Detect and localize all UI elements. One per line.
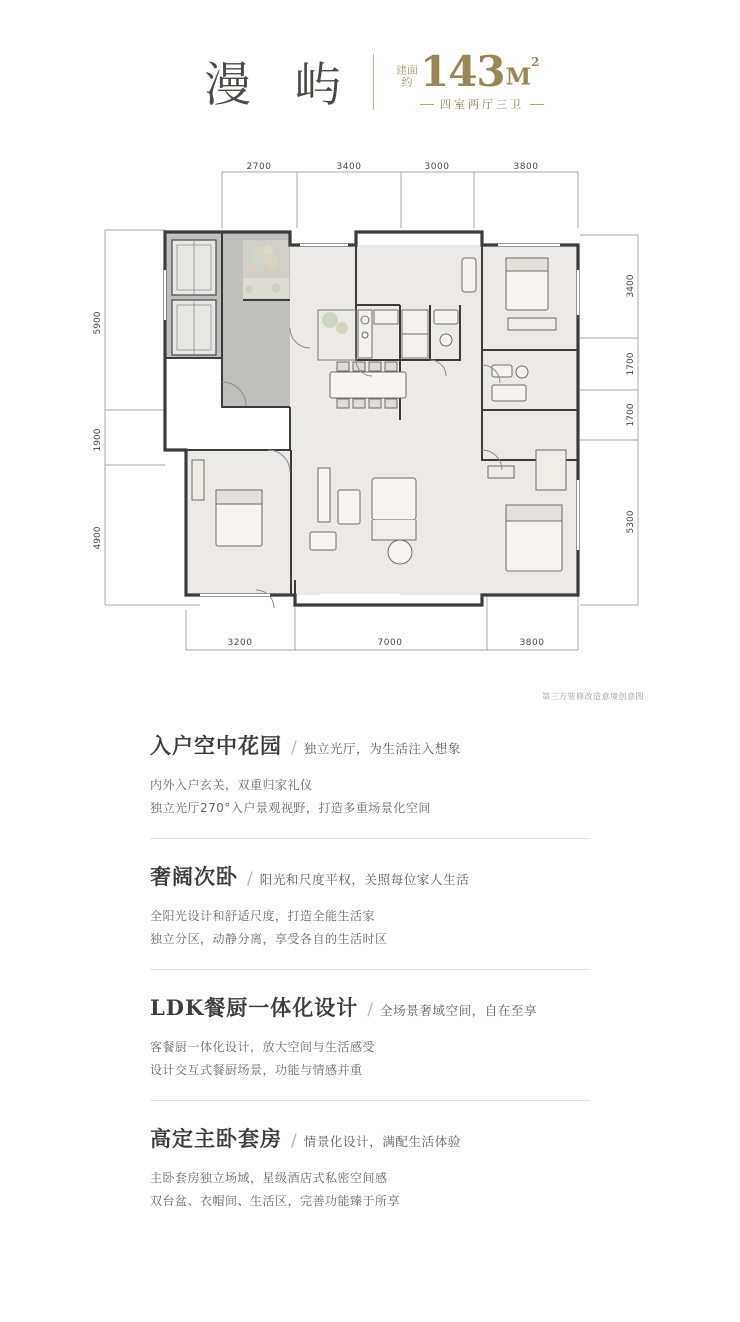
left-dimension-labels [93,311,103,549]
right-dimension-labels [626,274,636,533]
top-dimension-labels [247,162,539,172]
feature-line-3-1: 双台盆、衣帽间、生活区，完善功能臻于所享 [150,1194,401,1208]
feature-head-3 [150,1123,590,1153]
page-title: 漫 屿 [204,58,355,113]
rooms-dash-right [530,104,544,105]
feature-item-0 [150,730,590,838]
title-row [0,48,740,115]
feature-item-1 [150,838,590,969]
dim-bottom-1: 7000 [377,638,403,648]
dim-right-3: 5300 [626,510,636,534]
dim-bottom-0: 3200 [227,638,253,648]
bottom-dimension-labels [228,638,545,648]
feature-item-3 [150,1100,590,1231]
area-unit-sup: 2 [531,55,540,70]
dim-right-0: 3400 [626,274,636,298]
feature-line-1-0: 全阳光设计和舒适尺度，打造全能生活家 [150,909,376,923]
area-prefix-line1: 建面 [395,63,418,77]
title-divider [373,54,374,110]
area-unit [505,57,540,93]
feature-title-2: LDK餐厨一体化设计 [150,995,359,1020]
floor-plan [0,150,740,710]
feature-slash-0: / [291,738,297,758]
area-prefix [394,64,420,93]
area-unit-text: M [505,64,532,91]
dim-top-3: 3800 [513,162,539,172]
feature-title-0: 入户空中花园 [150,733,282,758]
feature-subtitle-3: 情景化设计，满配生活体验 [303,1134,461,1149]
feature-slash-1: / [247,869,253,889]
feature-line-2-1: 设计交互式餐厨场景，功能与情感并重 [150,1063,363,1077]
feature-head-1 [150,861,590,891]
floor-plan-svg [0,150,740,710]
feature-head-0 [150,730,590,760]
area-block [394,47,544,112]
rooms-text: 四室两厅三卫 [439,98,524,111]
feature-subtitle-1: 阳光和尺度平权，关照每位家人生活 [259,872,470,887]
feature-subtitle-2: 全场景奢域空间，自在至享 [379,1003,538,1018]
dim-right-1: 1700 [626,352,636,376]
area-number: 143 [419,47,505,96]
feature-head-2 [150,992,590,1022]
dim-left-0: 5900 [93,311,103,335]
feature-list [0,710,740,1231]
dim-bottom-2: 3800 [519,638,545,648]
feature-line-1-1: 独立分区，动静分离，享受各自的生活时区 [150,932,388,946]
dim-right-2: 1700 [626,403,636,427]
feature-slash-2: / [367,1000,373,1020]
feature-line-0-1: 独立光厅270°入户景观视野，打造多重场景化空间 [150,801,431,815]
feature-line-0-0: 内外入户玄关，双重归家礼仪 [150,778,313,792]
feature-subtitle-0: 独立光厅，为生活注入想象 [303,741,461,756]
feature-item-2 [150,969,590,1100]
top-dimension-lines [222,172,578,228]
page-header [0,0,740,150]
feature-title-3: 高定主卧套房 [150,1126,282,1151]
feature-title-1: 奢阔次卧 [150,864,238,889]
plan-disclaimer-note: 第三方装修改造意境创意图 [542,692,644,701]
area-prefix-line2: 约 [401,76,413,89]
feature-line-2-0: 客餐厨一体化设计，放大空间与生活感受 [150,1040,376,1054]
feature-line-3-0: 主卧套房独立场域，星级酒店式私密空间感 [150,1171,388,1185]
rooms-dash-left [420,104,434,105]
rooms-line [394,96,544,112]
dim-top-1: 3400 [336,162,362,172]
dim-top-2: 3000 [424,162,450,172]
dim-top-0: 2700 [246,162,272,172]
dim-left-1: 1900 [93,428,103,452]
area-line [394,47,540,96]
feature-slash-3: / [291,1131,297,1151]
dim-left-2: 4900 [93,526,103,550]
